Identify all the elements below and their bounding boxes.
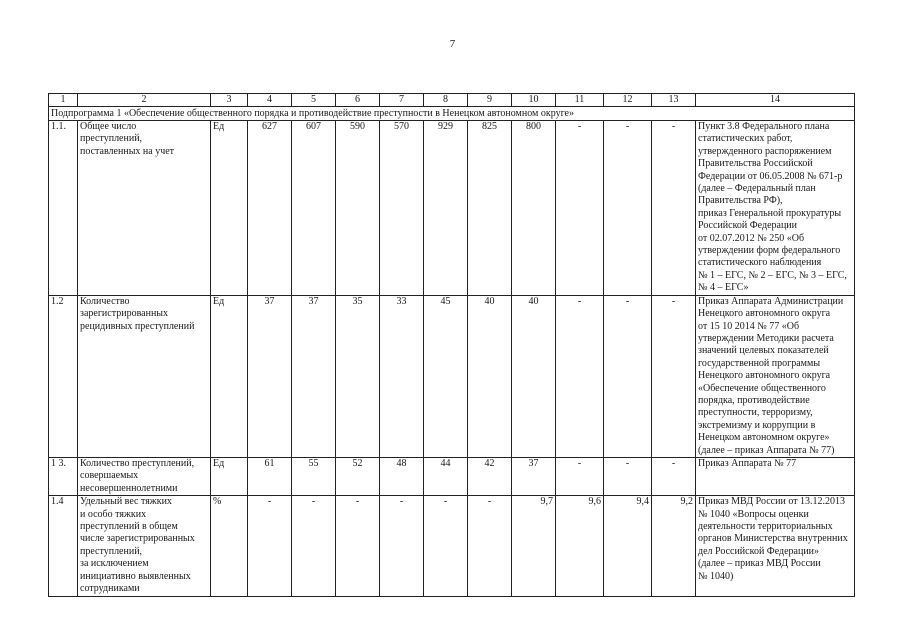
indicator-name: Удельный вес тяжких и особо тяжких преступлений в общем числе зарегистрированных преступлений, за исключением инициативно выявленных сотрудниками (78, 496, 211, 597)
col-header: 4 (248, 94, 292, 107)
value-cell: 37 (512, 457, 556, 495)
value-cell: 55 (292, 457, 336, 495)
unit-cell: Ед (211, 295, 248, 457)
indicators-table (48, 93, 855, 597)
table-row (49, 295, 855, 457)
source-cell: Приказ Аппарата № 77 (696, 457, 855, 495)
value-cell: 570 (380, 121, 424, 296)
table-row (49, 121, 855, 296)
unit-cell: Ед (211, 121, 248, 296)
indicator-name: Общее число преступлений, поставленных на учет (78, 121, 211, 296)
indicator-name: Количество зарегистрированных рецидивных преступлений (78, 295, 211, 457)
col-header: 1 (49, 94, 78, 107)
value-cell: 627 (248, 121, 292, 296)
source-cell: Приказ Аппарата Администрации Ненецкого автономного округа от 15 10 2014 № 77 «Об утверждении Методики расчета значений целевых показателей государственной программы Ненецкого автономного округа «Обеспечение общественного порядка, противодействие преступности, терроризму, экстремизму и коррупции в Ненецком автономном округе» (далее – приказ Аппарата № 77) (696, 295, 855, 457)
col-header: 8 (424, 94, 468, 107)
value-cell: - (604, 121, 652, 296)
col-header: 6 (336, 94, 380, 107)
value-cell: 42 (468, 457, 512, 495)
value-cell: 590 (336, 121, 380, 296)
value-cell: - (468, 496, 512, 597)
row-number: 1 3. (49, 457, 78, 495)
value-cell: 33 (380, 295, 424, 457)
value-cell: - (556, 457, 604, 495)
source-cell: Пункт 3.8 Федерального плана статистических работ, утвержденного распоряжением Правительства Российской Федерации от 06.05.2008 № 671-р (далее – Федеральный план Правительства РФ), приказ Генеральной прокуратуры Российской Федерации от 02.07.2012 № 250 «Об утверждении форм федерального статистического наблюдения № 1 – ЕГС, № 2 – ЕГС, № 3 – ЕГС, № 4 – ЕГС» (696, 121, 855, 296)
value-cell: - (652, 457, 696, 495)
col-header: 11 (556, 94, 604, 107)
value-cell: 35 (336, 295, 380, 457)
table-row (49, 496, 855, 597)
value-cell: - (380, 496, 424, 597)
value-cell: - (248, 496, 292, 597)
unit-cell: Ед (211, 457, 248, 495)
col-header: 5 (292, 94, 336, 107)
row-number: 1.1. (49, 121, 78, 296)
value-cell: 825 (468, 121, 512, 296)
value-cell: 52 (336, 457, 380, 495)
value-cell: - (424, 496, 468, 597)
row-number: 1.4 (49, 496, 78, 597)
source-cell: Приказ МВД России от 13.12.2013 № 1040 «Вопросы оценки деятельности территориальных органов Министерства внутренних дел Российской Федерации» (далее – приказ МВД России № 1040) (696, 496, 855, 597)
col-header: 3 (211, 94, 248, 107)
value-cell: 929 (424, 121, 468, 296)
value-cell: 40 (512, 295, 556, 457)
value-cell: - (604, 457, 652, 495)
value-cell: 9,6 (556, 496, 604, 597)
subprogram-title: Подпрограмма 1 «Обеспечение общественного порядка и противодействие преступности в Ненецком автономном округе» (49, 107, 855, 121)
value-cell: - (556, 121, 604, 296)
col-header: 14 (696, 94, 855, 107)
value-cell: - (652, 121, 696, 296)
value-cell: 9,2 (652, 496, 696, 597)
value-cell: 9,7 (512, 496, 556, 597)
value-cell: 44 (424, 457, 468, 495)
col-header: 10 (512, 94, 556, 107)
value-cell: - (604, 295, 652, 457)
page-number: 7 (449, 38, 456, 50)
value-cell: 607 (292, 121, 336, 296)
table-row (49, 457, 855, 495)
value-cell: - (292, 496, 336, 597)
col-header: 9 (468, 94, 512, 107)
column-number-row (49, 94, 855, 107)
value-cell: 45 (424, 295, 468, 457)
value-cell: 37 (248, 295, 292, 457)
row-number: 1.2 (49, 295, 78, 457)
value-cell: 800 (512, 121, 556, 296)
col-header: 2 (78, 94, 211, 107)
value-cell: 61 (248, 457, 292, 495)
value-cell: 37 (292, 295, 336, 457)
value-cell: - (652, 295, 696, 457)
subprogram-row (49, 107, 855, 121)
unit-cell: % (211, 496, 248, 597)
col-header: 12 (604, 94, 652, 107)
value-cell: 40 (468, 295, 512, 457)
value-cell: - (556, 295, 604, 457)
col-header: 13 (652, 94, 696, 107)
value-cell: 9,4 (604, 496, 652, 597)
col-header: 7 (380, 94, 424, 107)
value-cell: 48 (380, 457, 424, 495)
value-cell: - (336, 496, 380, 597)
indicator-name: Количество преступлений, совершаемых несовершеннолетними (78, 457, 211, 495)
